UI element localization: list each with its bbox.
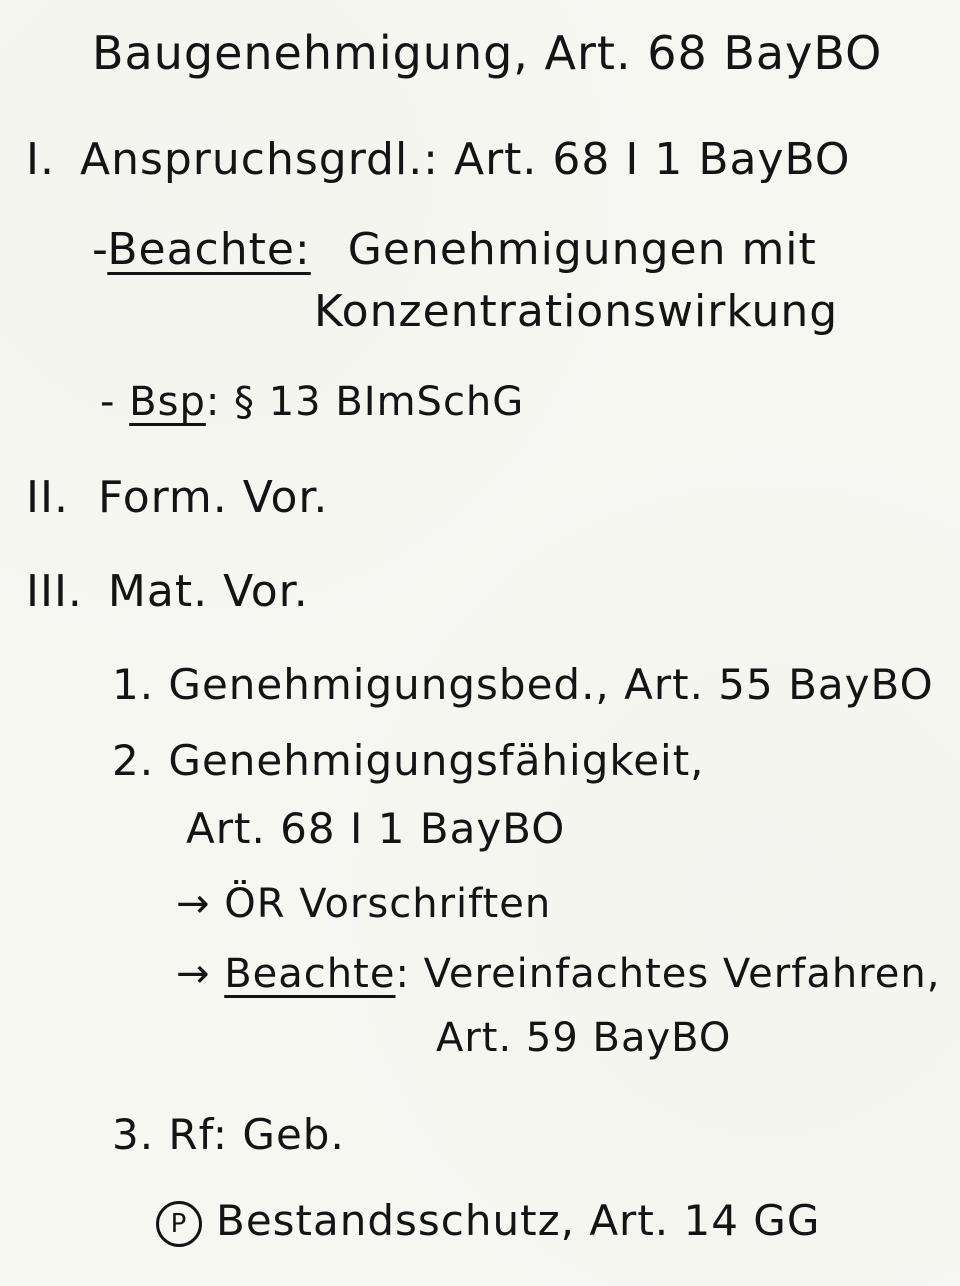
beachte-prefix: - <box>92 224 108 275</box>
bsp-line <box>100 379 525 425</box>
arrow-2-label: Beachte <box>224 951 396 997</box>
problem-line <box>156 1196 821 1247</box>
arrow-2-text: : Vereinfachtes Verfahren, <box>395 951 941 997</box>
problem-text: Bestandsschutz, Art. 14 GG <box>216 1196 821 1245</box>
item-1: 1. Genehmigungsbed., Art. 55 BayBO <box>112 660 934 709</box>
item-3: 3. Rf: Geb. <box>112 1110 345 1159</box>
problem-circle-icon: P <box>156 1201 202 1247</box>
beachte-konzentration-cont: Konzentrationswirkung <box>314 286 839 337</box>
section-i-text: Anspruchsgrdl.: Art. 68 I 1 BayBO <box>79 134 851 185</box>
bsp-prefix: - <box>100 379 116 425</box>
beachte-konzentration <box>92 224 817 275</box>
note-title: Baugenehmigung, Art. 68 BayBO <box>92 26 883 80</box>
section-i-numeral: I. <box>26 134 55 185</box>
section-ii <box>26 472 329 523</box>
bsp-text: : § 13 BImSchG <box>205 379 525 425</box>
section-iii-numeral: III. <box>26 566 83 617</box>
arrow-2-prefix: → <box>176 951 211 997</box>
section-ii-text: Form. Vor. <box>97 472 329 523</box>
section-i <box>26 134 851 185</box>
bsp-label: Bsp <box>129 379 206 425</box>
arrow-beachte-vereinfacht <box>176 951 941 997</box>
item-2-line-2: Art. 68 I 1 BayBO <box>186 804 566 853</box>
section-iii <box>26 566 309 617</box>
arrow-beachte-vereinfacht-cont: Art. 59 BayBO <box>436 1015 732 1061</box>
arrow-oer-vorschriften: → ÖR Vorschriften <box>176 881 552 927</box>
beachte-text: Genehmigungen mit <box>347 224 817 275</box>
beachte-label: Beachte: <box>107 224 311 275</box>
section-ii-numeral: II. <box>26 472 69 523</box>
section-iii-text: Mat. Vor. <box>107 566 309 617</box>
item-2-line-1: 2. Genehmigungsfähigkeit, <box>112 736 705 785</box>
